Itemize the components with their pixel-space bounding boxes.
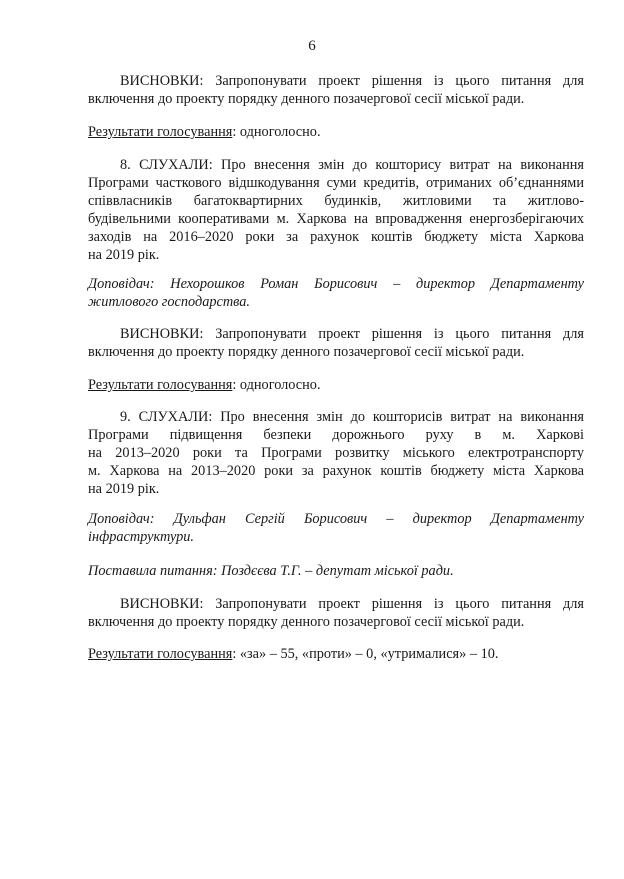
conclusion-line: включення до проекту порядку денного позачергової сесії міської ради. bbox=[88, 344, 525, 360]
voting-results-2 bbox=[88, 376, 584, 394]
agenda-item-8 bbox=[88, 156, 584, 264]
conclusion-line bbox=[88, 72, 584, 90]
item-line: співвласників багатоквартирних будинків, житловими та житлово- bbox=[88, 193, 584, 209]
voting-results-3 bbox=[88, 645, 584, 663]
voting-results-text: : одноголосно. bbox=[232, 124, 321, 140]
voting-results-text: : «за» – 55, «проти» – 0, «утрималися» – 10. bbox=[232, 646, 499, 662]
conclusion-text: : Запропонувати проект рішення із цього питання для bbox=[199, 596, 584, 612]
conclusion-line bbox=[88, 595, 584, 613]
item-line: на 2019 рік. bbox=[88, 247, 160, 263]
speaker-line: житлового господарства. bbox=[88, 294, 251, 310]
speaker-8 bbox=[88, 275, 584, 311]
speaker-9 bbox=[88, 510, 584, 546]
conclusion-text: : Запропонувати проект рішення із цього питання для bbox=[199, 326, 584, 342]
item-line: 9. СЛУХАЛИ: Про внесення змін до кошторисів витрат на виконання bbox=[120, 409, 584, 425]
conclusion-line: включення до проекту порядку денного позачергової сесії міської ради. bbox=[88, 91, 525, 107]
conclusion-text: : Запропонувати проект рішення із цього питання для bbox=[199, 73, 584, 89]
item-line: 8. СЛУХАЛИ: Про внесення змін до кошторису витрат на виконання bbox=[120, 157, 584, 173]
voting-results-label: Результати голосування bbox=[88, 646, 233, 662]
conclusion-paragraph-2 bbox=[88, 325, 584, 361]
question-raised-by: Поставила питання: Поздєєва Т.Г. – депутат міської ради. bbox=[88, 563, 454, 579]
item-line: м. Харкова на 2013–2020 роки за рахунок коштів бюджету міста Харкова bbox=[88, 463, 584, 479]
voting-results-text: : одноголосно. bbox=[232, 377, 321, 393]
agenda-item-9 bbox=[88, 408, 584, 498]
item-line: заходів на 2016–2020 роки за рахунок коштів бюджету міста Харкова bbox=[88, 229, 584, 245]
conclusion-paragraph-1 bbox=[88, 72, 584, 108]
voting-results-1 bbox=[88, 123, 584, 141]
speaker-line: інфраструктури. bbox=[88, 529, 194, 545]
speaker-line: Доповідач: Нехорошков Роман Борисович – директор Департаменту bbox=[88, 276, 584, 292]
item-line: будівельними кооперативами м. Харкова на впровадження енергозберігаючих bbox=[88, 211, 584, 227]
speaker-line: Доповідач: Дульфан Сергій Борисович – директор Департаменту bbox=[88, 511, 584, 527]
item-line: Програми часткового відшкодування суми кредитів, отриманих об’єднаннями bbox=[88, 175, 584, 191]
conclusion-paragraph-3 bbox=[88, 595, 584, 631]
page-number: 6 bbox=[308, 38, 316, 54]
conclusion-line bbox=[88, 325, 584, 343]
voting-results-label: Результати голосування bbox=[88, 124, 233, 140]
conclusion-line: включення до проекту порядку денного позачергової сесії міської ради. bbox=[88, 614, 525, 630]
voting-results-label: Результати голосування bbox=[88, 377, 233, 393]
item-line: Програми підвищення безпеки дорожнього руху в м. Харкові bbox=[88, 427, 584, 443]
conclusion-label: ВИСНОВКИ bbox=[120, 326, 200, 342]
item-line: на 2013–2020 роки та Програми розвитку міського електротранспорту bbox=[88, 445, 584, 461]
item-line: на 2019 рік. bbox=[88, 481, 160, 497]
conclusion-label: ВИСНОВКИ bbox=[120, 73, 200, 89]
conclusion-label: ВИСНОВКИ bbox=[120, 596, 200, 612]
